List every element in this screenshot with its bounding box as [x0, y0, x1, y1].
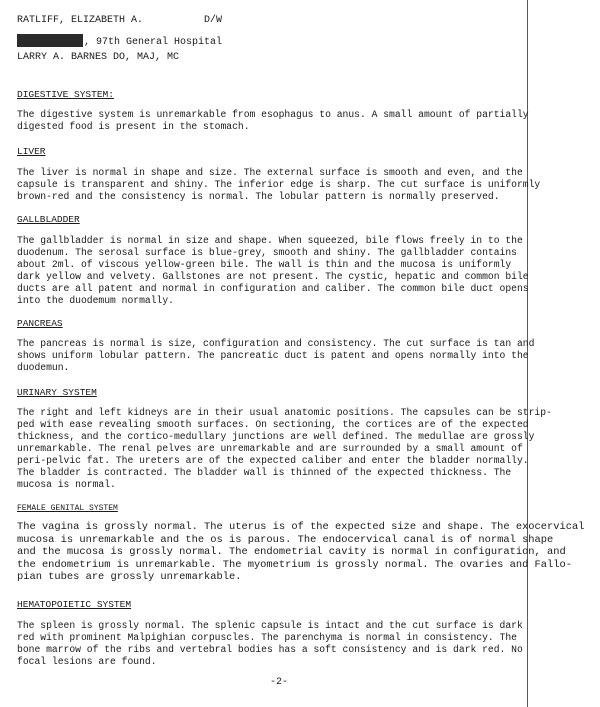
section-heading-female-genital: FEMALE GENITAL SYSTEM	[17, 504, 118, 513]
section-body-digestive: The digestive system is unremarkable from esophagus to anus. A small amount of partially digested food is present in the stomach.	[17, 109, 529, 132]
section-body-female-genital: The vagina is grossly normal. The uterus is of the expected size and shape. The exocervical mucosa is unremarkable and the os is parous. The endocervical canal is of normal shape and the mucosa is grossly normal. The endometrial cavity is normal in configuration, and the endometrium is unremarkable. The myometrium is grossly normal. The ovaries and Fallo- pian tubes are grossly unremarkable.	[17, 521, 585, 583]
page-number: -2-	[270, 677, 289, 688]
hospital-name: , 97th General Hospital	[84, 37, 223, 48]
section-heading-liver: LIVER	[17, 146, 46, 157]
section-heading-pancreas: PANCREAS	[17, 318, 63, 329]
status-code: D/W	[204, 15, 223, 26]
section-heading-gallbladder: GALLBLADDER	[17, 214, 80, 225]
section-heading-hematopoietic: HEMATOPOIETIC SYSTEM	[17, 599, 132, 610]
section-body-gallbladder: The gallbladder is normal in size and shape. When squeezed, bile flows freely in to the duodenum. The serosal surface is blue-grey, smooth and shiny. The gallbladder contains about 2ml. of viscous yellow-green bile. The wall is thin and the mucosa is uniformly dark yellow and velvety. Gallstones are not present. The cystic, hepatic and common bile ducts are all patent and normal in configuration and caliber. The common bile duct opens into the duodemum normally.	[17, 235, 529, 306]
section-body-hematopoietic: The spleen is grossly normal. The splenic capsule is intact and the cut surface is dark red with prominent Malpighian corpuscles. The parenchyma is normal in consistency. The bone marrow of the ribs and vertebral bodies has a soft consistency and is dark red. No focal lesions are found.	[17, 620, 523, 667]
section-body-pancreas: The pancreas is normal is size, configuration and consistency. The cut surface is tan and shows uniform lobular pattern. The pancreatic duct is patent and opens normally into the duodemun.	[17, 338, 535, 373]
patient-name: RATLIFF, ELIZABETH A.	[17, 15, 144, 26]
section-body-urinary: The right and left kidneys are in their usual anatomic positions. The capsules can be strip- ped with ease revealing smooth surfaces. On sectioning, the cortices are of the expected thickness, and the cortico-medullary junctions are well defined. The medullae are grossly unremarkable. The renal pelves are unremarkable and are surrounded by a small amount of peri-pelvic fat. The ureters are of the expected caliber and enter the bladder normally. The bladder is contracted. The bladder wall is thinned of the expected thickness. The mucosa is normal.	[17, 407, 552, 490]
section-body-liver: The liver is normal in shape and size. The external surface is smooth and even, and the capsule is transparent and shiny. The inferior edge is sharp. The cut surface is uniformly brown-red and the consistency is normal. The lobular pattern is normally preserved.	[17, 167, 541, 202]
section-heading-digestive: DIGESTIVE SYSTEM:	[17, 89, 114, 100]
physician-name: LARRY A. BARNES DO, MAJ, MC	[17, 52, 180, 63]
redaction-block	[17, 34, 83, 47]
section-heading-urinary: URINARY SYSTEM	[17, 387, 97, 398]
